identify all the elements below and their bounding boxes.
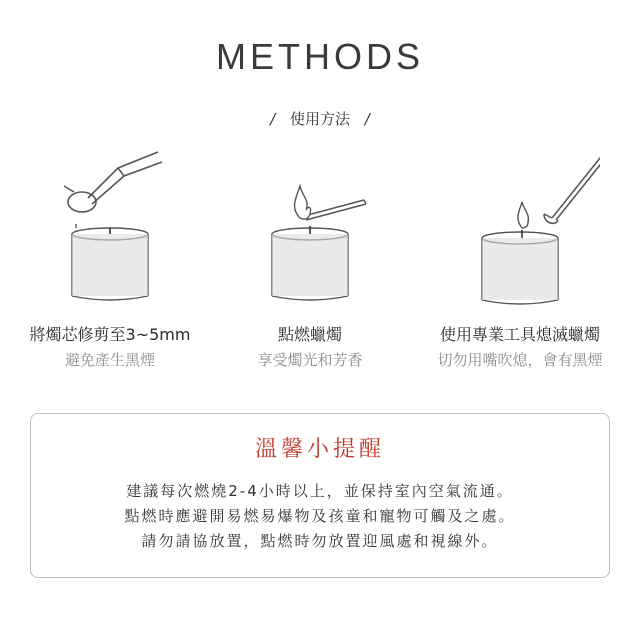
- reminder-line: 建議每次燃燒2-4小時以上，並保持室內空氣流通。: [126, 482, 514, 500]
- step-extinguish-candle: [410, 140, 630, 370]
- reminder-line: 點燃時應避開易燃易爆物及孩童和寵物可觸及之處。: [124, 507, 516, 525]
- subtitle-slash-right: /: [364, 110, 370, 128]
- match-lighting-candle-icon: [240, 140, 380, 310]
- step-sub-text: 切勿用嘴吹熄，會有黑煙: [437, 351, 603, 369]
- subtitle-slash-left: /: [270, 110, 276, 128]
- step-sub-text: 避免產生黑煙: [64, 351, 155, 369]
- reminder-title: 溫馨小提醒: [254, 437, 385, 462]
- wick-trimmer-icon: [40, 140, 180, 310]
- reminder-box: [30, 413, 610, 578]
- reminder-line: 請勿請協放置，點燃時勿放置迎風處和視線外。: [141, 532, 499, 550]
- step-main-text: 將燭芯修剪至3~5mm: [29, 325, 191, 344]
- step-main-text: 使用專業工具熄滅蠟燭: [439, 325, 600, 344]
- step-main-text: 點燃蠟燭: [277, 325, 342, 344]
- subtitle-text: 使用方法: [289, 110, 350, 128]
- candle-snuffer-icon: [440, 140, 600, 310]
- step-light-candle: [200, 140, 420, 370]
- step-sub-text: 享受燭光和芳香: [257, 351, 363, 369]
- page-subtitle: [0, 108, 640, 129]
- page-title: METHODS: [216, 36, 424, 77]
- step-trim-wick: [0, 140, 220, 370]
- reminder-lines: [31, 479, 609, 554]
